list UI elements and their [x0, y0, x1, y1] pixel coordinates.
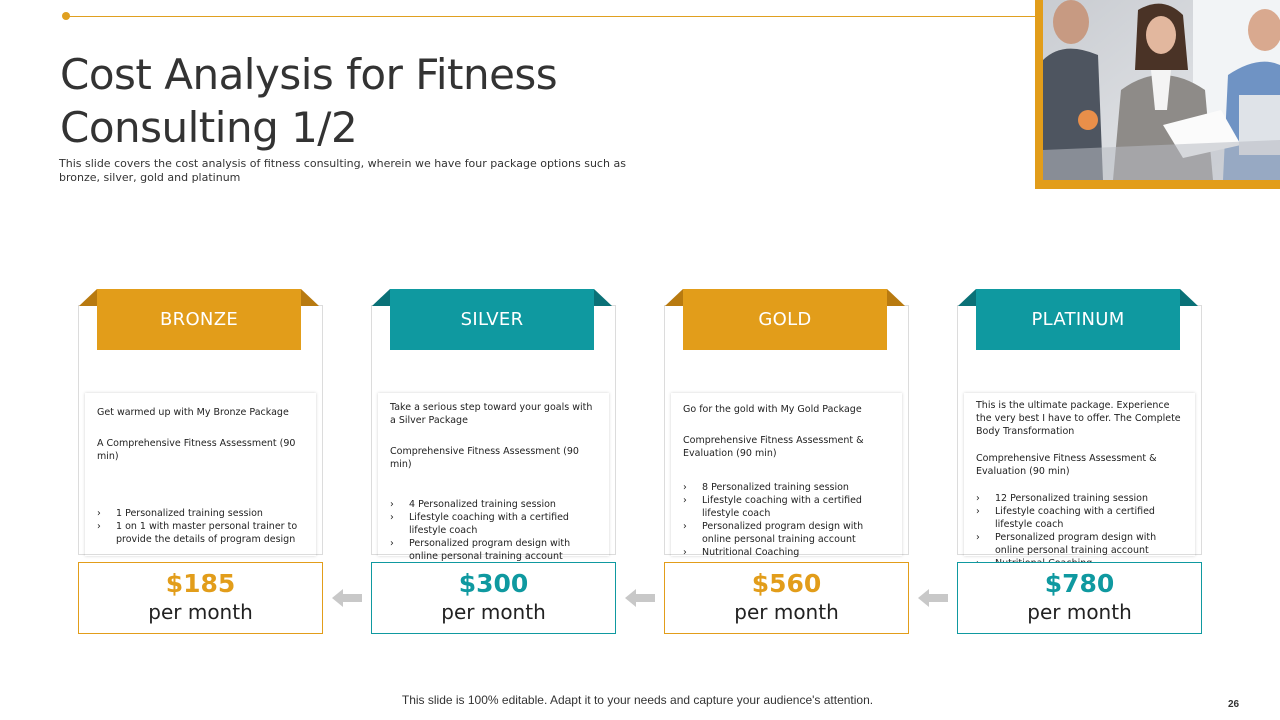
arrow-left-icon [918, 588, 948, 608]
price-amount: $560 [751, 569, 822, 598]
list-item: › 4 Personalized training session [390, 498, 597, 511]
arrow-left-icon [625, 588, 655, 608]
list-item: › Personalized program design with online personal training account [683, 520, 890, 546]
list-item: › 8 Personalized training session [683, 481, 890, 494]
photo-frame [1035, 0, 1280, 189]
package-intro: Go for the gold with My Gold Package [683, 404, 862, 415]
package-feature-list [683, 481, 890, 559]
package-card-silver [371, 305, 616, 562]
package-details [378, 393, 609, 562]
package-card-platinum [957, 305, 1202, 555]
list-item: › 1 Personalized training session [97, 507, 304, 520]
list-item: › Personalized program design with online personal training account [390, 537, 597, 563]
price-period: per month [1027, 600, 1132, 624]
package-ribbon [97, 289, 301, 350]
price-box-gold [664, 562, 909, 634]
package-feature-list [390, 498, 597, 563]
price-period: per month [734, 600, 839, 624]
package-assessment: A Comprehensive Fitness Assessment (90 min) [97, 438, 296, 462]
package-ribbon [390, 289, 594, 350]
package-intro: This is the ultimate package. Experience the very best I have to offer. The Complete Body Transformation [976, 400, 1181, 437]
business-meeting-photo [1043, 0, 1280, 180]
list-item: › Lifestyle coaching with a certified lifestyle coach [390, 511, 597, 537]
price-box-silver [371, 562, 616, 634]
page-number: 26 [1228, 699, 1240, 710]
price-box-platinum [957, 562, 1202, 634]
arrow-left-icon [332, 588, 362, 608]
slide-title: Cost Analysis for Fitness Consulting 1/2 [60, 50, 558, 152]
price-amount: $300 [458, 569, 529, 598]
list-item: › Nutritional Coaching [683, 546, 890, 559]
package-name: GOLD [758, 309, 812, 330]
package-assessment: Comprehensive Fitness Assessment (90 min) [390, 446, 579, 470]
list-item: › 12 Personalized training session [976, 492, 1183, 505]
package-feature-list [97, 507, 304, 546]
package-assessment: Comprehensive Fitness Assessment & Evaluation (90 min) [976, 453, 1157, 477]
package-details [964, 393, 1195, 556]
package-card-bronze [78, 305, 323, 555]
price-box-bronze [78, 562, 323, 634]
package-card-gold [664, 305, 909, 558]
package-details [85, 393, 316, 556]
package-feature-list [976, 492, 1183, 570]
price-amount: $780 [1044, 569, 1115, 598]
package-details [671, 393, 902, 556]
slide-subtitle: This slide covers the cost analysis of fitness consulting, wherein we have four package options such as bronze, silver, gold and platinum [59, 157, 626, 184]
package-ribbon [976, 289, 1180, 350]
slide-footer: This slide is 100% editable. Adapt it to your needs and capture your audience's attention. [401, 693, 874, 707]
package-name: PLATINUM [1031, 309, 1125, 330]
list-item: › Lifestyle coaching with a certified lifestyle coach [683, 494, 890, 520]
package-intro: Get warmed up with My Bronze Package [97, 407, 289, 418]
package-ribbon [683, 289, 887, 350]
header-accent-line [66, 16, 1036, 17]
package-name: BRONZE [160, 309, 238, 330]
list-item: › Lifestyle coaching with a certified lifestyle coach [976, 505, 1183, 531]
list-item: › 1 on 1 with master personal trainer to provide the details of program design [97, 520, 304, 546]
package-intro: Take a serious step toward your goals with a Silver Package [390, 402, 593, 426]
list-item: › Personalized program design with online personal training account [976, 531, 1183, 557]
price-period: per month [148, 600, 253, 624]
price-amount: $185 [165, 569, 236, 598]
price-period: per month [441, 600, 546, 624]
package-assessment: Comprehensive Fitness Assessment & Evaluation (90 min) [683, 435, 864, 459]
package-name: SILVER [460, 309, 524, 330]
